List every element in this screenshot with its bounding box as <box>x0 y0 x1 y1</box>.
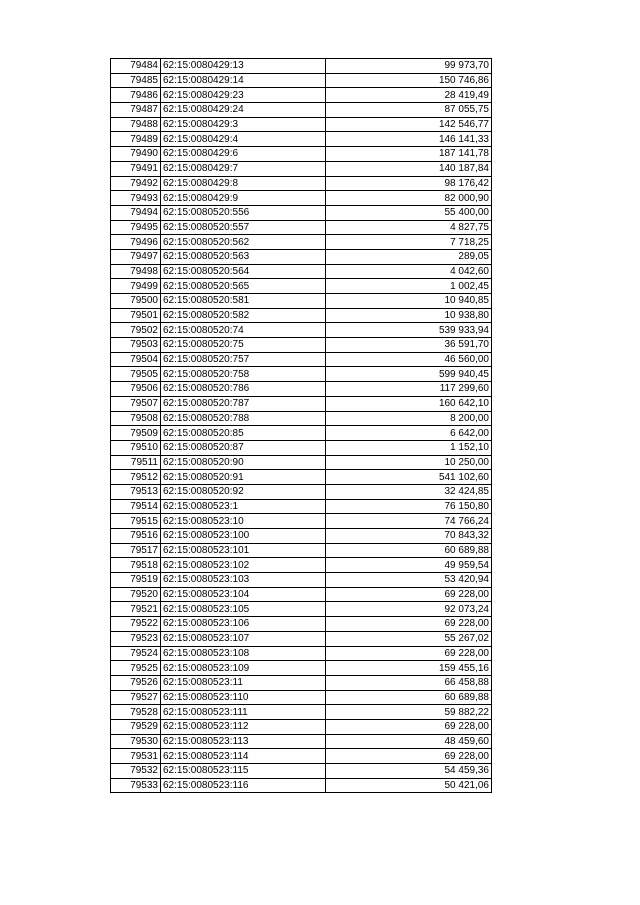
cadastral-value-cell: 53 420,94 <box>326 573 492 588</box>
row-number-cell: 79494 <box>111 205 161 220</box>
table-row <box>111 59 492 74</box>
row-number-cell: 79488 <box>111 117 161 132</box>
table-row <box>111 470 492 485</box>
cadastral-value-cell: 60 689,88 <box>326 543 492 558</box>
table-row <box>111 705 492 720</box>
table-row <box>111 220 492 235</box>
table-row <box>111 543 492 558</box>
cadastral-value-cell: 160 642,10 <box>326 396 492 411</box>
table-row <box>111 587 492 602</box>
cadastral-number-cell: 62:15:0080520:757 <box>161 352 326 367</box>
table-row <box>111 205 492 220</box>
table-row <box>111 426 492 441</box>
table-row <box>111 294 492 309</box>
cadastral-value-cell: 159 455,16 <box>326 661 492 676</box>
cadastral-number-cell: 62:15:0080523:101 <box>161 543 326 558</box>
table-row <box>111 440 492 455</box>
row-number-cell: 79514 <box>111 499 161 514</box>
cadastral-value-cell: 10 250,00 <box>326 455 492 470</box>
cadastral-value-cell: 4 827,75 <box>326 220 492 235</box>
table-row <box>111 573 492 588</box>
table-row <box>111 675 492 690</box>
cadastral-number-cell: 62:15:0080520:786 <box>161 382 326 397</box>
row-number-cell: 79522 <box>111 617 161 632</box>
cadastral-number-cell: 62:15:0080523:104 <box>161 587 326 602</box>
row-number-cell: 79511 <box>111 455 161 470</box>
table-row <box>111 73 492 88</box>
cadastral-value-cell: 1 152,10 <box>326 440 492 455</box>
cadastral-value-cell: 50 421,06 <box>326 778 492 793</box>
cadastral-value-cell: 48 459,60 <box>326 734 492 749</box>
cadastral-value-cell: 10 940,85 <box>326 294 492 309</box>
row-number-cell: 79501 <box>111 308 161 323</box>
row-number-cell: 79524 <box>111 646 161 661</box>
cadastral-number-cell: 62:15:0080520:563 <box>161 249 326 264</box>
cadastral-number-cell: 62:15:0080429:13 <box>161 59 326 74</box>
cadastral-value-cell: 98 176,42 <box>326 176 492 191</box>
cadastral-value-cell: 69 228,00 <box>326 749 492 764</box>
row-number-cell: 79516 <box>111 529 161 544</box>
row-number-cell: 79492 <box>111 176 161 191</box>
table-row <box>111 338 492 353</box>
row-number-cell: 79507 <box>111 396 161 411</box>
cadastral-number-cell: 62:15:0080520:582 <box>161 308 326 323</box>
row-number-cell: 79529 <box>111 719 161 734</box>
cadastral-number-cell: 62:15:0080523:109 <box>161 661 326 676</box>
cadastral-value-cell: 187 141,78 <box>326 147 492 162</box>
row-number-cell: 79527 <box>111 690 161 705</box>
row-number-cell: 79505 <box>111 367 161 382</box>
cadastral-value-cell: 59 882,22 <box>326 705 492 720</box>
table-row <box>111 396 492 411</box>
cadastral-value-cell: 599 940,45 <box>326 367 492 382</box>
cadastral-value-cell: 60 689,88 <box>326 690 492 705</box>
cadastral-value-cell: 49 959,54 <box>326 558 492 573</box>
row-number-cell: 79533 <box>111 778 161 793</box>
table-row <box>111 279 492 294</box>
cadastral-number-cell: 62:15:0080429:23 <box>161 88 326 103</box>
table-row <box>111 484 492 499</box>
cadastral-number-cell: 62:15:0080523:10 <box>161 514 326 529</box>
table-row <box>111 308 492 323</box>
row-number-cell: 79523 <box>111 631 161 646</box>
table-row <box>111 132 492 147</box>
cadastral-value-cell: 55 400,00 <box>326 205 492 220</box>
cadastral-number-cell: 62:15:0080520:557 <box>161 220 326 235</box>
cadastral-value-cell: 92 073,24 <box>326 602 492 617</box>
table-row <box>111 264 492 279</box>
cadastral-value-cell: 74 766,24 <box>326 514 492 529</box>
cadastral-number-cell: 62:15:0080429:7 <box>161 161 326 176</box>
cadastral-value-cell: 140 187,84 <box>326 161 492 176</box>
cadastral-value-cell: 32 424,85 <box>326 484 492 499</box>
cadastral-number-cell: 62:15:0080520:87 <box>161 440 326 455</box>
cadastral-number-cell: 62:15:0080523:110 <box>161 690 326 705</box>
table-row <box>111 749 492 764</box>
table-row <box>111 191 492 206</box>
cadastral-value-cell: 69 228,00 <box>326 719 492 734</box>
row-number-cell: 79493 <box>111 191 161 206</box>
row-number-cell: 79515 <box>111 514 161 529</box>
cadastral-value-cell: 117 299,60 <box>326 382 492 397</box>
cadastral-value-cell: 28 419,49 <box>326 88 492 103</box>
cadastral-number-cell: 62:15:0080520:556 <box>161 205 326 220</box>
table-row <box>111 147 492 162</box>
cadastral-number-cell: 62:15:0080520:90 <box>161 455 326 470</box>
row-number-cell: 79512 <box>111 470 161 485</box>
table-row <box>111 352 492 367</box>
table-row <box>111 661 492 676</box>
cadastral-value-cell: 10 938,80 <box>326 308 492 323</box>
row-number-cell: 79513 <box>111 484 161 499</box>
cadastral-value-cell: 70 843,32 <box>326 529 492 544</box>
cadastral-value-cell: 8 200,00 <box>326 411 492 426</box>
row-number-cell: 79487 <box>111 103 161 118</box>
cadastral-number-cell: 62:15:0080523:11 <box>161 675 326 690</box>
cadastral-value-cell: 1 002,45 <box>326 279 492 294</box>
cadastral-value-table <box>110 58 492 793</box>
table-row <box>111 617 492 632</box>
row-number-cell: 79526 <box>111 675 161 690</box>
cadastral-number-cell: 62:15:0080429:4 <box>161 132 326 147</box>
row-number-cell: 79498 <box>111 264 161 279</box>
cadastral-value-cell: 66 458,88 <box>326 675 492 690</box>
cadastral-number-cell: 62:15:0080523:102 <box>161 558 326 573</box>
cadastral-number-cell: 62:15:0080520:564 <box>161 264 326 279</box>
cadastral-value-cell: 55 267,02 <box>326 631 492 646</box>
cadastral-value-cell: 69 228,00 <box>326 646 492 661</box>
table-body <box>111 59 492 793</box>
cadastral-number-cell: 62:15:0080520:92 <box>161 484 326 499</box>
cadastral-number-cell: 62:15:0080523:111 <box>161 705 326 720</box>
cadastral-number-cell: 62:15:0080520:85 <box>161 426 326 441</box>
row-number-cell: 79502 <box>111 323 161 338</box>
cadastral-value-cell: 46 560,00 <box>326 352 492 367</box>
row-number-cell: 79490 <box>111 147 161 162</box>
cadastral-value-cell: 87 055,75 <box>326 103 492 118</box>
cadastral-number-cell: 62:15:0080520:91 <box>161 470 326 485</box>
row-number-cell: 79489 <box>111 132 161 147</box>
cadastral-number-cell: 62:15:0080523:103 <box>161 573 326 588</box>
table-row <box>111 558 492 573</box>
cadastral-number-cell: 62:15:0080523:112 <box>161 719 326 734</box>
cadastral-number-cell: 62:15:0080429:3 <box>161 117 326 132</box>
cadastral-number-cell: 62:15:0080429:14 <box>161 73 326 88</box>
cadastral-number-cell: 62:15:0080429:9 <box>161 191 326 206</box>
cadastral-number-cell: 62:15:0080520:75 <box>161 338 326 353</box>
table-row <box>111 176 492 191</box>
cadastral-number-cell: 62:15:0080429:6 <box>161 147 326 162</box>
cadastral-number-cell: 62:15:0080520:581 <box>161 294 326 309</box>
cadastral-value-cell: 54 459,36 <box>326 764 492 779</box>
table-row <box>111 249 492 264</box>
cadastral-number-cell: 62:15:0080520:74 <box>161 323 326 338</box>
cadastral-value-cell: 69 228,00 <box>326 587 492 602</box>
cadastral-value-cell: 69 228,00 <box>326 617 492 632</box>
row-number-cell: 79495 <box>111 220 161 235</box>
cadastral-number-cell: 62:15:0080523:108 <box>161 646 326 661</box>
table-row <box>111 719 492 734</box>
table-row <box>111 514 492 529</box>
row-number-cell: 79486 <box>111 88 161 103</box>
cadastral-number-cell: 62:15:0080520:562 <box>161 235 326 250</box>
row-number-cell: 79517 <box>111 543 161 558</box>
table-row <box>111 602 492 617</box>
table-row <box>111 631 492 646</box>
row-number-cell: 79504 <box>111 352 161 367</box>
cadastral-number-cell: 62:15:0080520:788 <box>161 411 326 426</box>
table-row <box>111 103 492 118</box>
cadastral-number-cell: 62:15:0080523:106 <box>161 617 326 632</box>
cadastral-number-cell: 62:15:0080520:787 <box>161 396 326 411</box>
table-row <box>111 117 492 132</box>
cadastral-value-cell: 4 042,60 <box>326 264 492 279</box>
cadastral-number-cell: 62:15:0080523:115 <box>161 764 326 779</box>
cadastral-value-cell: 142 546,77 <box>326 117 492 132</box>
table-row <box>111 411 492 426</box>
table-row <box>111 646 492 661</box>
cadastral-number-cell: 62:15:0080523:114 <box>161 749 326 764</box>
table-row <box>111 455 492 470</box>
cadastral-value-cell: 76 150,80 <box>326 499 492 514</box>
cadastral-number-cell: 62:15:0080523:107 <box>161 631 326 646</box>
row-number-cell: 79484 <box>111 59 161 74</box>
cadastral-number-cell: 62:15:0080520:758 <box>161 367 326 382</box>
table-row <box>111 499 492 514</box>
cadastral-value-cell: 541 102,60 <box>326 470 492 485</box>
row-number-cell: 79496 <box>111 235 161 250</box>
table-row <box>111 690 492 705</box>
row-number-cell: 79518 <box>111 558 161 573</box>
row-number-cell: 79520 <box>111 587 161 602</box>
table-row <box>111 529 492 544</box>
row-number-cell: 79525 <box>111 661 161 676</box>
cadastral-number-cell: 62:15:0080523:100 <box>161 529 326 544</box>
cadastral-value-cell: 7 718,25 <box>326 235 492 250</box>
table-row <box>111 323 492 338</box>
cadastral-number-cell: 62:15:0080523:1 <box>161 499 326 514</box>
row-number-cell: 79530 <box>111 734 161 749</box>
table-row <box>111 734 492 749</box>
cadastral-value-cell: 539 933,94 <box>326 323 492 338</box>
row-number-cell: 79500 <box>111 294 161 309</box>
cadastral-number-cell: 62:15:0080523:116 <box>161 778 326 793</box>
table-row <box>111 88 492 103</box>
row-number-cell: 79499 <box>111 279 161 294</box>
cadastral-value-cell: 36 591,70 <box>326 338 492 353</box>
cadastral-number-cell: 62:15:0080429:8 <box>161 176 326 191</box>
table-row <box>111 161 492 176</box>
table-row <box>111 382 492 397</box>
cadastral-value-cell: 6 642,00 <box>326 426 492 441</box>
cadastral-value-cell: 150 746,86 <box>326 73 492 88</box>
row-number-cell: 79503 <box>111 338 161 353</box>
row-number-cell: 79528 <box>111 705 161 720</box>
row-number-cell: 79531 <box>111 749 161 764</box>
row-number-cell: 79506 <box>111 382 161 397</box>
row-number-cell: 79497 <box>111 249 161 264</box>
row-number-cell: 79491 <box>111 161 161 176</box>
row-number-cell: 79509 <box>111 426 161 441</box>
table-row <box>111 235 492 250</box>
cadastral-number-cell: 62:15:0080520:565 <box>161 279 326 294</box>
row-number-cell: 79532 <box>111 764 161 779</box>
row-number-cell: 79510 <box>111 440 161 455</box>
row-number-cell: 79508 <box>111 411 161 426</box>
row-number-cell: 79521 <box>111 602 161 617</box>
cadastral-value-cell: 82 000,90 <box>326 191 492 206</box>
row-number-cell: 79485 <box>111 73 161 88</box>
cadastral-number-cell: 62:15:0080429:24 <box>161 103 326 118</box>
table-row <box>111 778 492 793</box>
cadastral-number-cell: 62:15:0080523:105 <box>161 602 326 617</box>
cadastral-value-cell: 146 141,33 <box>326 132 492 147</box>
cadastral-value-cell: 99 973,70 <box>326 59 492 74</box>
row-number-cell: 79519 <box>111 573 161 588</box>
table-row <box>111 764 492 779</box>
table-row <box>111 367 492 382</box>
cadastral-value-cell: 289,05 <box>326 249 492 264</box>
cadastral-number-cell: 62:15:0080523:113 <box>161 734 326 749</box>
